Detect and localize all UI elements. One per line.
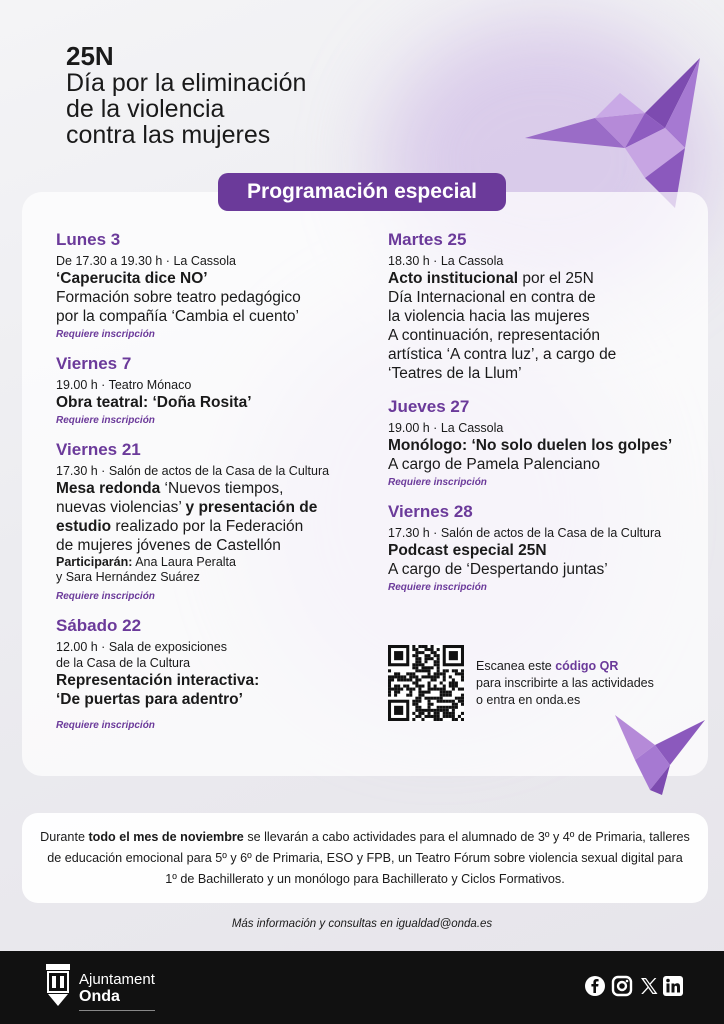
event-day: Lunes 3 [56, 230, 121, 249]
page-subtitle-line: Día por la eliminación [66, 69, 307, 97]
right-column [388, 230, 698, 595]
event-desc: Formación sobre teatro pedagógico [56, 289, 301, 306]
info-box [22, 813, 708, 903]
event-day: Viernes 7 [56, 354, 132, 373]
event-meta: 17.30 h · Salón de actos de la Casa de la Cultura [56, 464, 330, 478]
event-desc: por el 25N [518, 270, 594, 287]
event-day: Viernes 28 [388, 502, 473, 521]
event-lunes-3 [56, 230, 376, 342]
event-title: Acto institucional [388, 270, 519, 287]
event-desc: la violencia hacia las mujeres [388, 308, 590, 325]
origami-bird-illustration [525, 58, 715, 208]
qr-caption-text: Escanea este [476, 659, 556, 673]
registration-note: Requiere inscripción [56, 591, 155, 602]
event-meta: 19.00 h · Teatro Mónaco [56, 378, 192, 392]
qr-code[interactable] [388, 645, 464, 721]
event-title: ‘Caperucita dice NO’ [56, 270, 208, 287]
divider [79, 1010, 155, 1011]
event-jueves-27 [388, 397, 698, 490]
event-day: Martes 25 [388, 230, 467, 249]
event-meta: De 17.30 a 19.30 h · La Cassola [56, 254, 236, 268]
event-desc: ‘Teatres de la Llum’ [388, 365, 522, 382]
event-title: Podcast especial 25N [388, 542, 547, 559]
info-text-bold: todo el mes de noviembre [88, 829, 244, 844]
event-title: Representación interactiva: [56, 672, 260, 689]
event-meta: de la Casa de la Cultura [56, 656, 191, 670]
event-viernes-28 [388, 502, 698, 595]
event-meta: 18.30 h · La Cassola [388, 254, 504, 268]
x-icon[interactable] [638, 975, 660, 997]
event-meta: 19.00 h · La Cassola [388, 421, 504, 435]
info-text [40, 827, 690, 890]
event-viernes-21 [56, 440, 376, 604]
section-banner: Programación especial [218, 173, 506, 211]
event-desc: por la compañía ‘Cambia el cuento’ [56, 308, 299, 325]
event-desc: artística ‘A contra luz’, a cargo de [388, 346, 617, 363]
qr-caption-highlight: código QR [555, 659, 619, 673]
instagram-icon[interactable] [611, 975, 633, 997]
event-viernes-7 [56, 354, 376, 428]
linkedin-icon[interactable] [662, 975, 684, 997]
qr-caption-link[interactable]: o entra en onda.es [476, 693, 581, 707]
event-desc: Día Internacional en contra de [388, 289, 596, 306]
event-martes-25 [388, 230, 698, 383]
event-day: Viernes 21 [56, 440, 141, 459]
municipality-logo-text [79, 971, 155, 1005]
event-desc: nuevas violencias’ [56, 499, 186, 516]
event-sabado-22 [56, 616, 376, 733]
page-title: 25N [66, 41, 114, 71]
header [66, 42, 306, 148]
page-subtitle-line: contra las mujeres [66, 121, 271, 149]
registration-note: Requiere inscripción [56, 720, 155, 731]
event-title: ‘De puertas para adentro’ [56, 691, 243, 708]
event-desc: A continuación, representación [388, 327, 600, 344]
event-day: Sábado 22 [56, 616, 142, 635]
info-text-part: se llevarán a cabo actividades para el alumnado de 3º y 4º de Primaria, talleres de educación emocional para 5º y 6º de Primaria, ESO y FPB, un Teatro Fórum sobre violencia sexual digital para 1º de Bachillerato y un monólogo para Bachillerato y Ciclos Formativos. [47, 829, 690, 886]
registration-note: Requiere inscripción [56, 329, 155, 340]
left-column [56, 230, 376, 733]
origami-bird-illustration [600, 700, 710, 795]
registration-note: Requiere inscripción [388, 582, 487, 593]
event-day: Jueves 27 [388, 397, 470, 416]
event-meta: 12.00 h · Sala de exposiciones [56, 640, 227, 654]
coat-of-arms-logo [44, 962, 72, 1008]
event-desc: ‘Nuevos tiempos, [160, 480, 284, 497]
page-subtitle-line: de la violencia [66, 95, 225, 123]
info-text-part: Durante [40, 829, 89, 844]
logo-line-1: Ajuntament [79, 971, 155, 988]
facebook-icon[interactable] [584, 975, 606, 997]
participants: y Sara Hernández Suárez [56, 570, 200, 584]
contact-note: Más información y consultas en igualdad@onda.es [231, 918, 493, 930]
event-desc: de mujeres jóvenes de Castellón [56, 537, 281, 554]
logo-line-2: Onda [79, 988, 120, 1005]
event-desc: A cargo de ‘Despertando juntas’ [388, 561, 608, 578]
qr-caption-text: para inscribirte a las actividades [476, 676, 654, 690]
event-title: Monólogo: ‘No solo duelen los golpes’ [388, 437, 673, 454]
event-meta: 17.30 h · Salón de actos de la Casa de la Cultura [388, 526, 662, 540]
participants-label: Participarán: [56, 555, 133, 569]
event-title: Obra teatral: ‘Doña Rosita’ [56, 394, 252, 411]
event-title: Mesa redonda [56, 480, 161, 497]
event-title: estudio [56, 518, 112, 535]
event-desc: A cargo de Pamela Palenciano [388, 456, 600, 473]
registration-note: Requiere inscripción [56, 415, 155, 426]
participants: Ana Laura Peralta [132, 555, 236, 569]
registration-note: Requiere inscripción [388, 477, 487, 488]
event-title: y presentación de [185, 499, 318, 516]
event-desc: realizado por la Federación [111, 518, 304, 535]
